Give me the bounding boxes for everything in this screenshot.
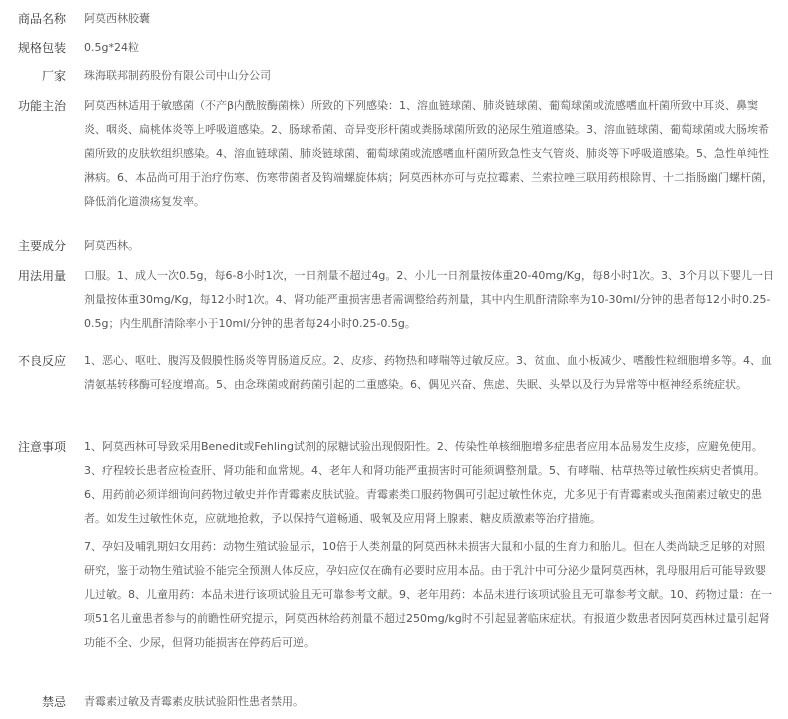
value-paragraph: 0.5g*24粒 bbox=[84, 41, 139, 54]
row-label: 商品名称 bbox=[17, 12, 66, 26]
row-value bbox=[84, 349, 774, 397]
value-paragraph: 青霉素过敏及青霉素皮肤试验阳性患者禁用。 bbox=[84, 695, 304, 708]
row-value bbox=[84, 64, 774, 88]
value-paragraph: 1、恶心、呕吐、腹泻及假膜性肠炎等胃肠道反应。2、皮疹、药物热和哮喘等过敏反应。3、贫血、血小板减少、嗜酸性粒细胞增多等。4、血清氨基转移酶可轻度增高。5、由念珠菌或耐药菌引起的二重感染。6、偶见兴奋、焦虑、失眠、头晕以及行为异常等中枢神经系统症状。 bbox=[84, 354, 772, 391]
row-label: 用法用量 bbox=[17, 269, 66, 283]
row-label: 禁忌 bbox=[41, 695, 66, 709]
value-paragraph: 阿莫西林适用于敏感菌（不产β内酰胺酶菌株）所致的下列感染：1、溶血链球菌、肺炎链球菌、葡萄球菌或流感嗜血杆菌所致中耳炎、鼻窦炎、咽炎、扁桃体炎等上呼吸道感染。2、肠球希菌、奇异变形杆菌或粪肠球菌所致的泌尿生殖道感染。3、溶血链球菌、葡萄球菌或大肠埃希菌所致的皮肤软组织感染。4、溶血链球菌、肺炎链球菌、葡萄球菌或流感嗜血杆菌所致急性支气管炎、肺炎等下呼吸道感染。5、急性单纯性淋病。6、本品尚可用于治疗伤寒、伤寒带菌者及钩端螺旋体病；阿莫西林亦可与克拉霉素、兰索拉唑三联用药根除胃、十二指肠幽门螺杆菌，降低消化道溃疡复发率。 bbox=[84, 99, 773, 208]
row-value bbox=[84, 234, 774, 258]
value-paragraph: 1、阿莫西林可导致采用Benedit或Fehling试剂的尿糖试验出现假阳性。2、传染性单核细胞增多症患者应用本品易发生皮疹，应避免使用。3、疗程较长患者应检查肝、肾功能和血常规。4、老年人和肾功能严重损害时可能须调整剂量。5、有哮喘、枯草热等过敏性疾病史者慎用。6、用药前必须详细询问药物过敏史并作青霉素皮肤试验。青霉素类口服药物偶可引起过敏性休克，尤多见于有青霉素或头孢菌素过敏史的患者。如发生过敏性休克，应就地抢救，予以保持气道畅通、吸氧及应用肾上腺素、糖皮质激素等治疗措施。 bbox=[84, 440, 765, 525]
row-value bbox=[84, 690, 774, 714]
row-label: 厂家 bbox=[41, 69, 66, 83]
spec-row-dosage bbox=[0, 264, 774, 336]
value-paragraph: 阿莫西林胶囊 bbox=[84, 12, 150, 25]
row-label: 主要成分 bbox=[17, 239, 66, 253]
row-value bbox=[84, 435, 774, 655]
value-paragraph: 珠海联邦制药股份有限公司中山分公司 bbox=[84, 69, 271, 82]
spec-row-contraindications bbox=[0, 690, 774, 714]
spec-row-indications bbox=[0, 94, 774, 214]
spec-row-ingredients bbox=[0, 234, 774, 258]
spec-row-precautions bbox=[0, 435, 774, 655]
row-label: 注意事项 bbox=[17, 440, 66, 454]
value-paragraph: 阿莫西林。 bbox=[84, 239, 139, 252]
row-value bbox=[84, 36, 774, 60]
spec-row-package bbox=[0, 36, 774, 60]
row-value bbox=[84, 94, 774, 214]
row-label: 功能主治 bbox=[17, 99, 66, 113]
spec-row-adverse-reactions bbox=[0, 349, 774, 397]
spec-row-product-name bbox=[0, 7, 774, 31]
row-value bbox=[84, 7, 774, 31]
spec-row-manufacturer bbox=[0, 64, 774, 88]
row-label: 不良反应 bbox=[17, 354, 66, 368]
value-paragraph: 口服。1、成人一次0.5g，每6-8小时1次，一日剂量不超过4g。2、小儿一日剂量按体重20-40mg/Kg，每8小时1次。3、3个月以下婴儿一日剂量按体重30mg/Kg，每12小时1次。4、肾功能严重损害患者需调整给药剂量，其中内生肌酐清除率为10-30ml/分钟的患者每12小时0.25-0.5g；内生肌酐清除率小于10ml/分钟的患者每24小时0.25-0.5g。 bbox=[84, 269, 774, 330]
value-paragraph: 7、孕妇及哺乳期妇女用药：动物生殖试验显示，10倍于人类剂量的阿莫西林未损害大鼠和小鼠的生育力和胎儿。但在人类尚缺乏足够的对照研究，鉴于动物生殖试验不能完全预测人体反应，孕妇应仅在确有必要时应用本品。由于乳汁中可分泌少量阿莫西林，乳母服用后可能导致婴儿过敏。8、儿童用药：本品未进行该项试验且无可靠参考文献。9、老年用药：本品未进行该项试验且无可靠参考文献。10、药物过量：在一项51名儿童患者参与的前瞻性研究提示，阿莫西林给药剂量不超过250mg/kg时不引起显著临床症状。有报道少数患者因阿莫西林过量引起肾功能不全、少尿，但肾功能损害在停药后可逆。 bbox=[84, 540, 772, 649]
row-label: 规格包装 bbox=[17, 41, 66, 55]
row-value bbox=[84, 264, 774, 336]
